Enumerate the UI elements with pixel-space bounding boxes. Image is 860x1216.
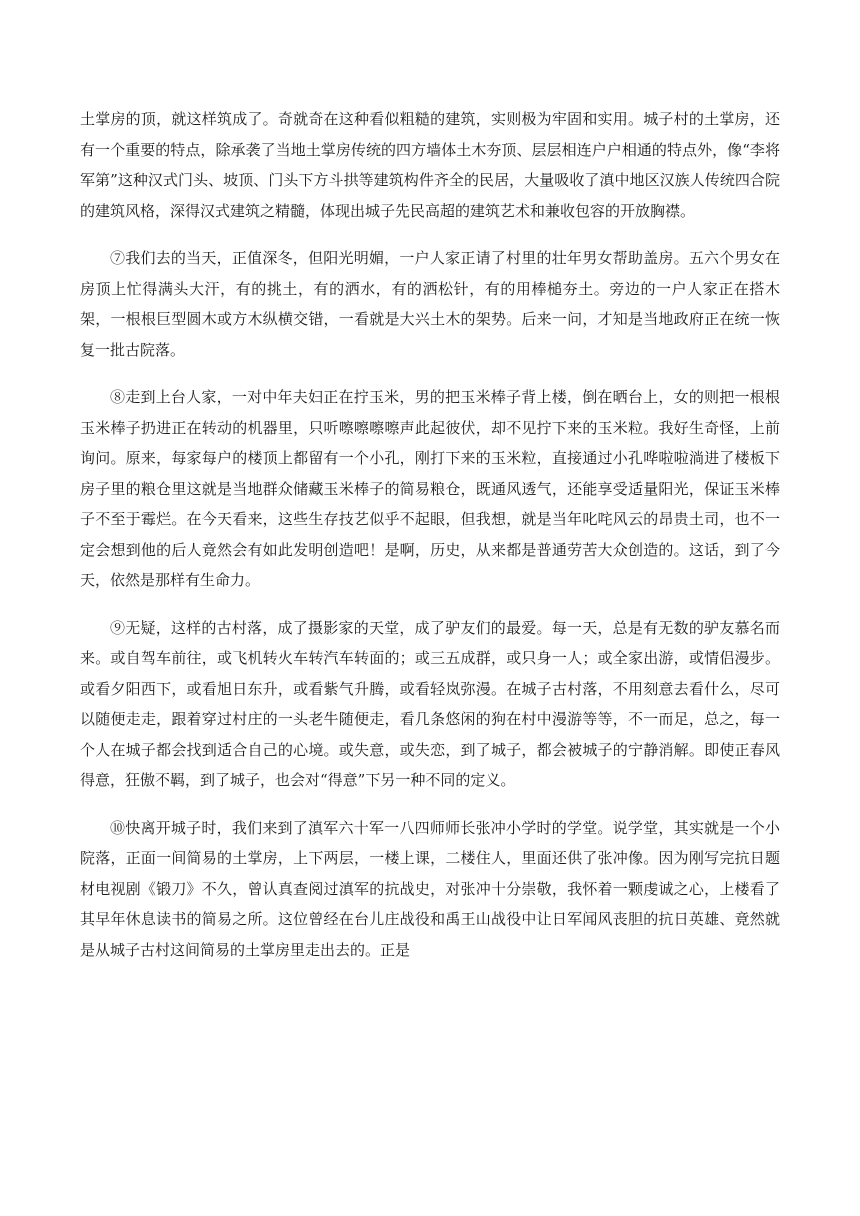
paragraph-7: ⑦我们去的当天，正值深冬，但阳光明媚，一户人家正请了村里的壮年男女帮助盖房。五六个男女在房顶上忙得满头大汗，有的挑土，有的洒水，有的洒松针，有的用棒槌夯土。旁边的一户人家正在搭木架，一根根巨型圆木或方木纵横交错，一看就是大兴土木的架势。后来一问，才知是当地政府正在统一恢复一批古院落。 [80,249,780,359]
document-body [80,104,780,982]
paragraph-10: ⑩快离开城子时，我们来到了滇军六十军一八四师师长张冲小学时的学堂。说学堂，其实就是一个小院落，正面一间简易的土掌房，上下两层，一楼上课，二楼住人，里面还供了张冲像。因为刚写完抗日题材电视剧《锻刀》不久，曾认真查阅过滇军的抗战史，对张冲十分崇敬，我怀着一颗虔诚之心，上楼看了其早年休息读书的简易之所。这位曾经在台儿庄战役和禹王山战役中让日军闻风丧胆的抗日英雄、竟然就是从城子古村这间简易的土掌房里走出去的。正是 [80,818,780,959]
paragraph-8: ⑧走到上台人家，一对中年夫妇正在拧玉米，男的把玉米棒子背上楼，倒在晒台上，女的则把一根根玉米棒子扔进正在转动的机器里，只听嚓嚓嚓嚓声此起彼伏，却不见拧下来的玉米粒。我好生奇怪，上前询问。原来，每家每户的楼顶上都留有一个小孔，刚打下来的玉米粒，直接通过小孔哗啦啦淌进了楼板下房子里的粮仓里这就是当地群众储藏玉米棒子的简易粮仓，既通风透气，还能享受适量阳光，保证玉米棒子不至于霉烂。在今天看来，这些生存技艺似乎不起眼，但我想，就是当年叱咤风云的昂贵土司，也不一定会想到他的后人竟然会有如此发明创造吧！是啊，历史，从来都是普通劳苦大众创造的。这话，到了今天，依然是那样有生命力。 [80,388,780,589]
paragraph-continuation: 土掌房的顶，就这样筑成了。奇就奇在这种看似粗糙的建筑，实则极为牢固和实用。城子村的土掌房，还有一个重要的特点，除承袭了当地土掌房传统的四方墙体土木夯顶、层层相连户户相通的特点外，像“李将军第”这种汉式门头、坡顶、门头下方斗拱等建筑构件齐全的民居，大量吸收了滇中地区汉族人传统四合院的建筑风格，深得汉式建筑之精髓，体现出城子先民高超的建筑艺术和兼收包容的开放胸襟。 [80,110,780,220]
paragraph-9: ⑨无疑，这样的古村落，成了摄影家的天堂，成了驴友们的最爱。每一天，总是有无数的驴友慕名而来。或自驾车前往，或飞机转火车转汽车转面的；或三五成群，或只身一人；或全家出游，或情侣漫步。或看夕阳西下，或看旭日东升，或看紫气升腾，或看轻岚弥漫。在城子古村落，不用刻意去看什么，尽可以随便走走，跟着穿过村庄的一头老牛随便走，看几条悠闲的狗在村中漫游等等，不一而足，总之，每一个人在城子都会找到适合自己的心境。或失意，或失恋，到了城子，都会被城子的宁静消解。即使正春风得意，狂傲不羁，到了城子，也会对“得意”下另一种不同的定义。 [80,618,780,789]
